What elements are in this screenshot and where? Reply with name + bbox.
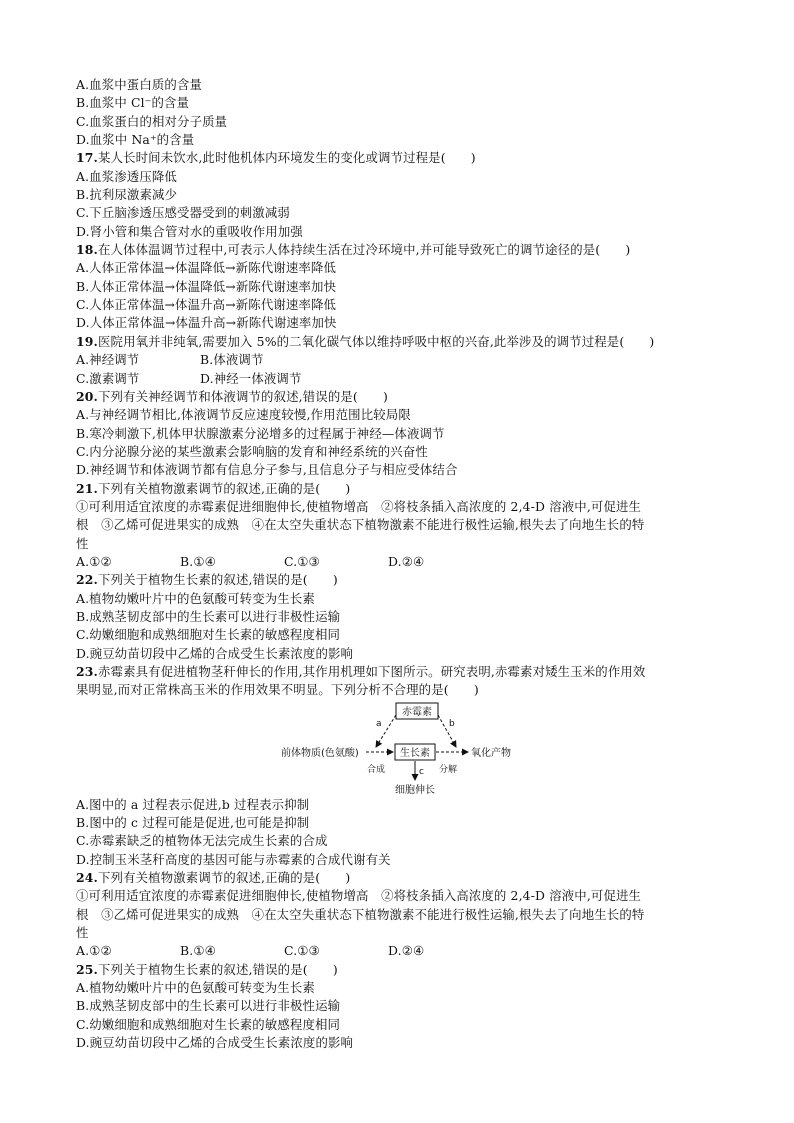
q16-option-d: D.血浆中 Na⁺的含量 <box>76 132 195 148</box>
q24-statements-line-2: 根 ③乙烯可促进果实的成熟 ④在太空失重状态下植物激素不能进行极性运输,根失去了向地生长的特 <box>76 906 645 922</box>
q21-option-c: C.①③ <box>284 553 320 569</box>
q23-number: 23. <box>76 664 99 679</box>
q17-stem <box>76 149 726 167</box>
cell-elongation-label: 细胞伸长 <box>395 784 435 796</box>
q24-option-c: C.①③ <box>284 943 320 959</box>
q22-stem-text: 下列关于植物生长素的叙述,错误的是( ) <box>98 572 338 588</box>
q24-statements-line-1: ①可利用适宜浓度的赤霉素促进细胞伸长,使植物增高 ②将枝条插入高浓度的 2,4-D 溶液中,可促进生 <box>76 888 642 904</box>
q22-option-a: A.植物幼嫩叶片中的色氨酸可转变为生长素 <box>76 590 315 606</box>
q23-mechanism-diagram <box>76 700 726 796</box>
q17-option-b: B.抗利尿激素减少 <box>76 187 178 203</box>
q17-stem-text: 某人长时间未饮水,此时他机体内环境发生的变化或调节过程是( ) <box>98 150 476 166</box>
q20-option-a: A.与神经调节相比,体液调节反应速度较慢,作用范围比较局限 <box>76 407 411 423</box>
q18-option-d: D.人体正常体温→体温升高→新陈代谢速率加快 <box>76 315 337 331</box>
auxin-label: 生长素 <box>400 747 430 759</box>
q21-statements-line-1: ①可利用适宜浓度的赤霉素促进细胞伸长,使植物增高 ②将枝条插入高浓度的 2,4-D 溶液中,可促进生 <box>76 498 642 514</box>
decompose-label: 分解 <box>439 764 458 775</box>
q16-option-a: A.血浆中蛋白质的含量 <box>76 77 203 92</box>
q18-option-a: A.人体正常体温→体温降低→新陈代谢速率降低 <box>76 260 336 276</box>
q17-option-c: C.下丘脑渗透压感受器受到的刺激减弱 <box>76 205 290 221</box>
q17-option-a: A.血浆渗透压降低 <box>76 168 177 184</box>
q24-option-d: D.②④ <box>388 943 425 959</box>
q24-stem-text: 下列有关植物激素调节的叙述,正确的是( ) <box>98 870 351 886</box>
q25-option-a: A.植物幼嫩叶片中的色氨酸可转变为生长素 <box>76 980 315 996</box>
q25-option-b: B.成熟茎韧皮部中的生长素可以进行非极性运输 <box>76 998 341 1014</box>
q22-option-b: B.成熟茎韧皮部中的生长素可以进行非极性运输 <box>76 608 341 624</box>
q19-option-b: B.体液调节 <box>200 352 264 368</box>
q21-option-b: B.①④ <box>180 553 216 569</box>
q22-option-c: C.幼嫩细胞和成熟细胞对生长素的敏感程度相同 <box>76 627 341 643</box>
oxidation-product-label: 氧化产物 <box>471 747 511 759</box>
q20-stem-text: 下列有关神经调节和体液调节的叙述,错误的是( ) <box>98 388 388 404</box>
q17-option-d: D.肾小管和集合管对水的重吸收作用加强 <box>76 223 303 239</box>
q21-stem-text: 下列有关植物激素调节的叙述,正确的是( ) <box>98 480 351 496</box>
q18-stem <box>76 241 726 259</box>
q21-statements-line-2: 根 ③乙烯可促进果实的成熟 ④在太空失重状态下植物激素不能进行极性运输,根失去了向地生长的特 <box>76 517 645 533</box>
q19-number: 19. <box>76 333 99 349</box>
q22-number: 22. <box>76 572 99 588</box>
q19-option-a: A.神经调节 <box>76 352 140 368</box>
q23-stem-line-2: 果明显,而对正常株高玉米的作用效果不明显。下列分析不合理的是( ) <box>76 682 479 698</box>
q19-stem <box>76 333 726 351</box>
q23-option-b: B.图中的 c 过程可能是促进,也可能是抑制 <box>76 815 310 831</box>
q16-option-c: C.血浆蛋白的相对分子质量 <box>76 113 228 129</box>
process-c-label: c <box>419 766 424 777</box>
question-sheet <box>76 76 726 1053</box>
process-a-label: a <box>376 718 382 729</box>
q23-stem-text-1: 赤霉素具有促进植物茎秆伸长的作用,其作用机理如下图所示。研究表明,赤霉素对矮生玉米的作用效 <box>98 664 646 679</box>
gibberellin-label: 赤霉素 <box>402 706 432 718</box>
q21-options <box>76 553 726 571</box>
mechanism-diagram-svg <box>76 700 726 796</box>
q23-option-a: A.图中的 a 过程表示促进,b 过程表示抑制 <box>76 796 310 812</box>
q24-statements-line-3: 性 <box>76 925 89 941</box>
q20-option-d: D.神经调节和体液调节都有信息分子参与,且信息分子与相应受体结合 <box>76 462 458 478</box>
q20-number: 20. <box>76 388 99 404</box>
q20-stem <box>76 388 726 406</box>
q19-options-row-2 <box>76 370 726 388</box>
q17-number: 17. <box>76 150 99 166</box>
q21-number: 21. <box>76 480 99 496</box>
q23-option-d: D.控制玉米茎秆高度的基因可能与赤霉素的合成代谢有关 <box>76 851 391 867</box>
q18-stem-text: 在人体体温调节过程中,可表示人体持续生活在过冷环境中,并可能导致死亡的调节途径的是( ) <box>98 242 631 258</box>
q21-stem <box>76 480 726 498</box>
q24-stem <box>76 869 726 887</box>
q19-stem-text: 医院用氧并非纯氧,需要加入 5%的二氧化碳气体以维持呼吸中枢的兴奋,此举涉及的调节过程是( ) <box>98 333 655 349</box>
q25-option-d: D.豌豆幼苗切段中乙烯的合成受生长素浓度的影响 <box>76 1035 354 1051</box>
q22-option-d: D.豌豆幼苗切段中乙烯的合成受生长素浓度的影响 <box>76 645 354 661</box>
q19-option-c: C.激素调节 <box>76 370 140 386</box>
q20-option-c: C.内分泌腺分泌的某些激素会影响脑的发育和神经系统的兴奋性 <box>76 443 428 459</box>
q25-number: 25. <box>76 961 99 977</box>
q25-option-c: C.幼嫩细胞和成熟细胞对生长素的敏感程度相同 <box>76 1016 341 1032</box>
q18-option-c: C.人体正常体温→体温升高→新陈代谢速率降低 <box>76 297 337 313</box>
q23-option-c: C.赤霉素缺乏的植物体无法完成生长素的合成 <box>76 833 328 849</box>
q18-number: 18. <box>76 242 99 258</box>
process-b-label: b <box>449 718 455 729</box>
q25-stem <box>76 961 726 979</box>
q24-options <box>76 942 726 960</box>
q20-option-b: B.寒冷刺激下,机体甲状腺激素分泌增多的过程属于神经—体液调节 <box>76 425 445 441</box>
q18-option-b: B.人体正常体温→体温降低→新陈代谢速率加快 <box>76 278 337 294</box>
q19-options-row-1 <box>76 351 726 369</box>
q21-option-d: D.②④ <box>388 553 425 569</box>
q24-number: 24. <box>76 870 99 886</box>
q21-statements-line-3: 性 <box>76 535 89 551</box>
q25-stem-text: 下列关于植物生长素的叙述,错误的是( ) <box>98 961 338 977</box>
q24-option-b: B.①④ <box>180 943 216 959</box>
q24-option-a: A.①② <box>76 943 112 959</box>
q23-stem <box>76 663 726 681</box>
q22-stem <box>76 571 726 589</box>
precursor-label: 前体物质(色氨酸) <box>281 747 359 759</box>
q21-option-a: A.①② <box>76 553 112 569</box>
q16-option-b: B.血浆中 Cl⁻的含量 <box>76 95 190 111</box>
synthesis-label: 合成 <box>367 764 386 775</box>
q19-option-d: D.神经一体液调节 <box>200 370 302 386</box>
